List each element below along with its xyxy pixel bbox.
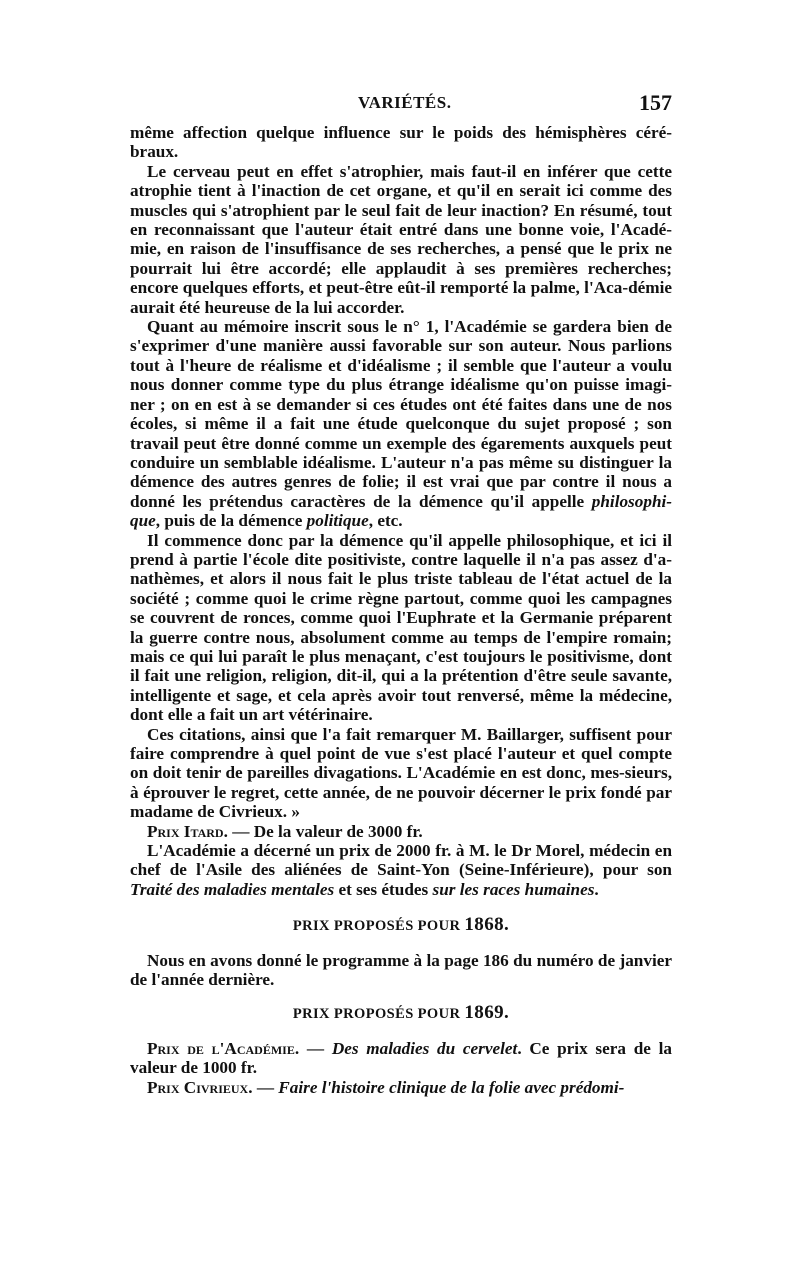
paragraph (130, 317, 672, 530)
prize-entry (130, 1078, 672, 1097)
prize-label: Prix Civrieux. (147, 1077, 253, 1097)
prize-label: Prix de l'Académie. (147, 1038, 300, 1058)
section-heading (130, 1003, 672, 1024)
paragraph: Nous en avons donné le programme à la page 186 du numéro de janvier de l'année dernière. (130, 950, 672, 990)
paragraph (130, 841, 672, 899)
italic-term: philosophi-que (130, 491, 672, 531)
paragraph: Le cerveau peut en effet s'atrophier, mais faut-il en inférer que cette atrophie tient à l'inaction de cet organe, et qu'il en serait ici comme des muscles qui s'atrophient par le seul fait de leur inaction? En résumé, tout en reconnaissant que l'auteur était entré dans une bonne voie, l'Acadé-mie, en raison de l'insuffisance de ses recherches, a pensé que le prix ne pourrait lui être accordé; elle applaudit à ses premières recherches; encore quelques efforts, et peut-être eût-il remporté la palme, l'Aca-démie aurait été heureuse de la lui accorder. (130, 161, 672, 317)
heading-text: PRIX PROPOSÉS POUR (292, 918, 461, 935)
italic-term: politique (306, 511, 369, 531)
text-run: L'Académie a décerné un prix de 2000 fr. à M. le Dr Morel, médecin en chef de l'Asile des aliénées de Saint-Yon (Seine-Inférieure), pour son (130, 841, 672, 880)
text-run: . Ce prix sera de la valeur de 1000 fr. (130, 1038, 672, 1078)
italic-title: sur les races humaines (432, 879, 595, 899)
heading-year: 1869. (464, 1002, 510, 1024)
italic-title: Traité des maladies mentales (130, 879, 335, 899)
prize-entry (130, 1039, 672, 1078)
heading-year: 1868. (464, 914, 510, 936)
text-run: — (299, 1038, 332, 1058)
text-run: , etc. (368, 511, 403, 531)
page-number: 157 (639, 90, 672, 115)
prize-entry (130, 822, 672, 841)
text-run: . (594, 879, 599, 899)
page-body (130, 123, 672, 1097)
text-run: — De la valeur de 3000 fr. (227, 821, 423, 841)
paragraph: Ces citations, ainsi que l'a fait remarquer M. Baillarger, suffisent pour faire comprendre à quel point de vue s'est placé l'auteur et quel compte on doit tenir de pareilles divagations. L'Académie en est donc, mes-sieurs, à éprouver le regret, cette année, de ne pouvoir décerner le prix fondé par madame de Civrieux. » (130, 724, 672, 822)
prize-label: Prix Itard. (147, 821, 228, 841)
section-heading (130, 915, 672, 936)
text-run: , puis de la démence (155, 511, 307, 531)
italic-title: Faire l'histoire clinique de la folie avec prédomi- (278, 1077, 625, 1097)
paragraph: Il commence donc par la démence qu'il appelle philosophique, et ici il prend à partie l'école dite positiviste, contre laquelle il n'a pas assez d'a-nathèmes, et alors il nous fait le plus triste tableau de l'état actuel de la société ; comme quoi le crime règne partout, comme quoi les campagnes se couvrent de ronces, comme quoi l'Euphrate et la Germanie préparent la guerre contre nous, absolument comme au temps de l'empire romain; mais ce qui lui paraît le plus menaçant, c'est toujours le positivisme, dont il fait une religion, religion, dit-il, qui a la prétention d'être seule savante, intelligente et sage, et cela après avoir tout renversé, même la médecine, dont elle a fait un art vétérinaire. (130, 530, 672, 725)
text-run: — (252, 1077, 279, 1097)
page-header (130, 90, 672, 119)
text-run: Quant au mémoire inscrit sous le n° 1, l'Académie se gardera bien de s'exprimer d'une manière aussi favorable sur son auteur. Nous parlions tout à l'heure de réalisme et d'idéalisme ; il semble que l'auteur a voulu nous donner comme type du plus étrange idéalisme qu'on puisse imagi-ner ; on en est à se demander si ces études ont été faites dans une de nos écoles, si même il a fait une étude quelconque du sujet proposé ; son travail peut être donné comme un exemple des égarements auxquels peut conduire un semblable idéalisme. L'auteur n'a pas même su distinguer la démence des autres genres de folie; il est vrai que par contre il nous a donné les prétendus caractères de la démence qu'il appelle (130, 317, 672, 511)
text-run: et ses études (334, 879, 433, 899)
heading-text: PRIX PROPOSÉS POUR (292, 1006, 461, 1023)
running-title: VARIÉTÉS. (358, 93, 452, 112)
paragraph: même affection quelque influence sur le poids des hémisphères céré-braux. (130, 123, 672, 162)
italic-title: Des maladies du cervelet (331, 1038, 518, 1058)
